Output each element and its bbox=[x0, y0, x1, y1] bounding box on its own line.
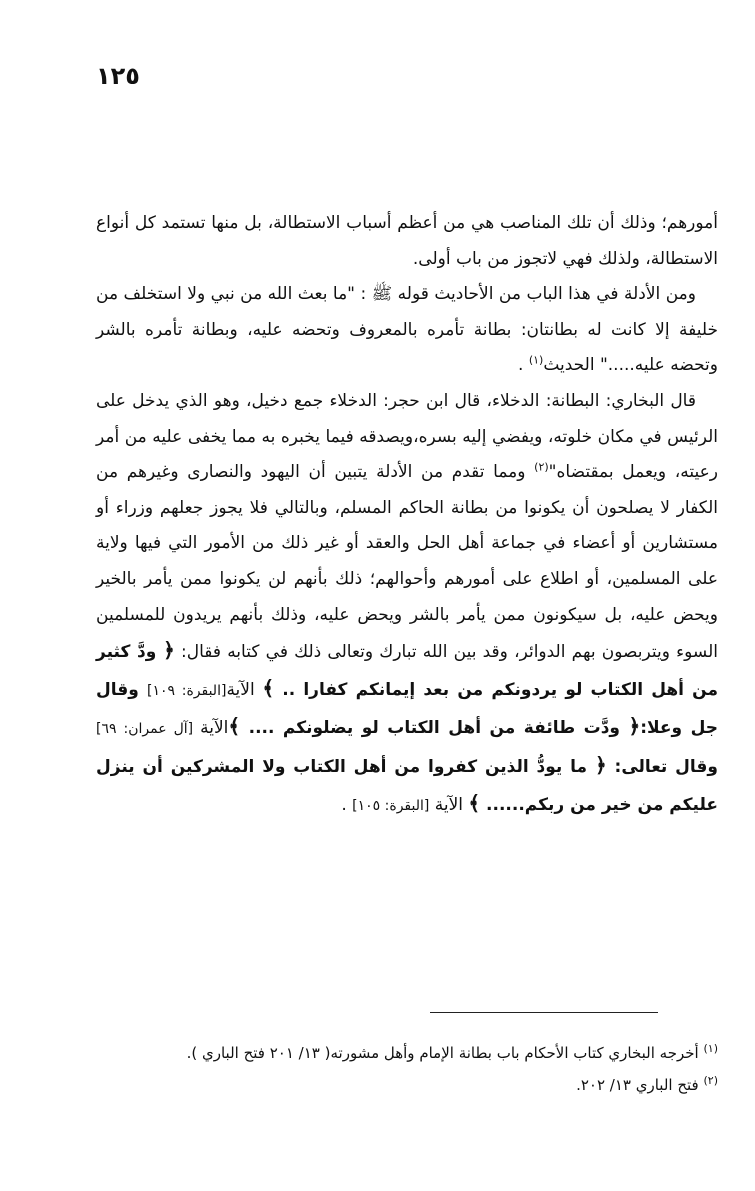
footnote-2-text: فتح الباري ١٣/ ٢٠٢. bbox=[576, 1076, 704, 1094]
hadith-text: ومن الأدلة في هذا الباب من الأحاديث قوله ﷺ : "ما بعث الله من نبي ولا استخلف من خليفة إلا كانت له بطانتان: بطانة تأمره بالمعروف وتحضه عليه، وبطانة تأمره بالشر وتحضه عليه....." الحديث bbox=[96, 284, 718, 376]
quran-verse-2: ودَّت طائفة من أهل الكتاب لو يضلونكم .... bbox=[240, 718, 629, 739]
footnote-ref-2[interactable]: (٢) bbox=[534, 460, 549, 474]
footnote-2-number: (٢) bbox=[703, 1074, 718, 1087]
footnote-divider bbox=[430, 1012, 658, 1013]
quran-verse-3: ما يودُّ الذين كفروا من أهل الكتاب ولا المشركين أن ينزل عليكم من خير من ربكم...... bbox=[96, 756, 718, 815]
page-number: ١٢٥ bbox=[96, 62, 140, 90]
footnote-1-text: أخرجه البخاري كتاب الأحكام باب بطانة الإمام وأهل مشورته( ١٣/ ٢٠١ فتح الباري ). bbox=[186, 1044, 704, 1062]
footnote-1 bbox=[96, 1038, 718, 1068]
footnote-ref-1[interactable]: (١) bbox=[528, 353, 544, 367]
quran-close-brace-1: ﴾ bbox=[262, 675, 275, 700]
paragraph-end: . bbox=[518, 355, 529, 376]
verse-1-tail: الآية bbox=[226, 679, 263, 700]
connector-1: وقال جل وعلا: bbox=[96, 679, 718, 739]
quran-open-brace-3: ﴿ bbox=[594, 752, 607, 777]
quran-open-brace-1: ﴿ bbox=[163, 638, 175, 663]
verse-3-reference: [البقرة: ١٠٥] bbox=[352, 797, 430, 814]
footnote-2 bbox=[96, 1070, 718, 1100]
quran-verse-1: ودَّ كثير من أهل الكتاب لو يردونكم من بعد إيمانكم كفارا .. bbox=[96, 642, 718, 700]
verse-2-tail: الآية bbox=[200, 718, 229, 739]
footnote-1-number: (١) bbox=[703, 1042, 718, 1055]
verse-2-reference: [آل عمران: ٦٩] bbox=[96, 721, 201, 738]
verse-1-reference: [البقرة: ١٠٩] bbox=[147, 682, 227, 699]
definition-text: قال البخاري: البطانة: الدخلاء، قال ابن حجر: الدخلاء جمع دخيل، وهو الذي يدخل على الرئيس في مكان خلوته، ويفضي إليه بسره،ويصدقه فيما يخبره به مما يخفى عليه من أمر رعيته، ويعمل بمقتضاه" bbox=[96, 390, 718, 483]
connector-2: وقال تعالى: bbox=[606, 756, 718, 777]
paragraph-2 bbox=[96, 277, 718, 384]
paragraph-end: . bbox=[341, 794, 353, 815]
verse-3-tail: الآية bbox=[429, 794, 469, 815]
argument-text: ومما تقدم من الأدلة يتبين أن اليهود والنصارى وغيرهم من الكفار لا يصلحون أن يكونوا من بطانة الحاكم المسلم، وبالتالي فلا يجوز جعلهم وزراء أو مستشارين أو أعضاء في جماعة أهل الحل والعقد أو غير ذلك من الأمور التي فيها ولاية على المسلمين، أو اطلاع على أمورهم وأحوالهم؛ ذلك بأنهم لن يكونوا ممن يأمر بالخير ويحض عليه، بل سيكونون ممن يأمر بالشر ويحض عليه، وذلك بأنهم يريدون للمسلمين السوء ويتربصون بهم الدوائر، وقد بين الله تبارك وتعالى ذلك في كتابه فقال: bbox=[96, 462, 718, 663]
footnotes bbox=[96, 1038, 718, 1102]
body-text bbox=[96, 206, 718, 824]
quran-close-brace-2: ﴾ bbox=[228, 714, 241, 739]
quran-close-brace-3: ﴾ bbox=[468, 790, 481, 815]
paragraph-3 bbox=[96, 384, 718, 824]
quran-open-brace-2: ﴿ bbox=[628, 714, 641, 739]
paragraph-1: أمورهم؛ وذلك أن تلك المناصب هي من أعظم أسباب الاستطالة، بل منها تستمد كل أنواع الاستطالة، ولذلك فهي لاتجوز من باب أولى. bbox=[96, 213, 718, 269]
